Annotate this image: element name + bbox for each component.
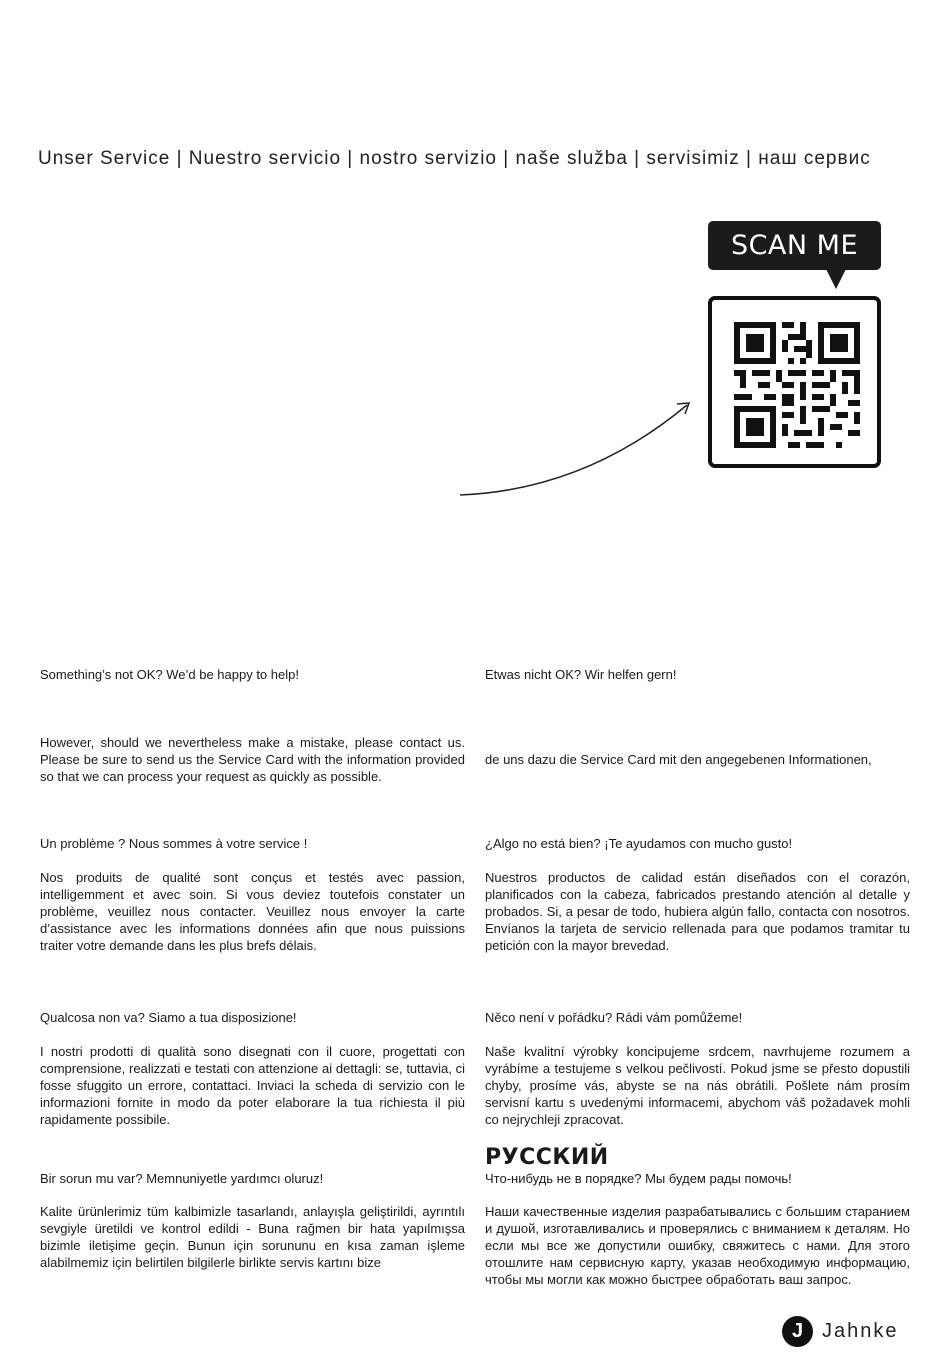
section-czech-body [485, 1043, 910, 1128]
section-body: Kalite ürünlerimiz tüm kalbimizle tasarlandı, anlayışla geliştirildi, ayrıntılı sevgiyle üretildi ve kontrol edildi - Buna rağmen bir hata yapılmışsa bizimle iletişime geçin. Bunun için sorununu en kısa zaman işleme alabilmemiz için belirtilen bilgilerle birlikte servis kartını bize [40, 1204, 465, 1270]
section-spanish [485, 835, 910, 852]
section-russian-title: РУССКИЙ [485, 1145, 609, 1170]
section-heading: Что-нибудь не в порядке? Мы будем рады помочь! [485, 1171, 792, 1186]
section-body: Nuestros productos de calidad están diseñados con el corazón, planificados con la cabeza, fabricados prestando atención al detalle y probados. Si, a pesar de todo, hubiera algún fallo, contacta con nosotros. Envíanos la tarjeta de servicio rellenada para que podamos tramitar tu petición con la mayor brevedad. [485, 870, 910, 953]
section-body: I nostri prodotti di qualità sono disegnati con il cuore, progettati con comprensione, realizzati e testati con attenzione ai dettagli: se, tuttavia, ci fosse sfuggito un errore, contattaci. Inviaci la scheda di servizio con le informazioni fornite in modo da poter elaborare la tua richiesta il più rapidamente possibile. [40, 1044, 465, 1127]
section-italian [40, 1009, 465, 1026]
section-german [485, 666, 910, 683]
speech-bubble-tail [826, 269, 846, 289]
section-french-body [40, 869, 465, 954]
qr-code-icon [734, 322, 860, 448]
section-heading: Etwas nicht OK? Wir helfen gern! [485, 667, 677, 682]
section-heading: Bir sorun mu var? Memnuniyetle yardımcı oluruz! [40, 1171, 324, 1186]
section-body: de uns dazu die Service Card mit den angegebenen Informationen, [485, 752, 872, 767]
section-english [40, 666, 465, 683]
section-body: Наши качественные изделия разрабатывались с большим старанием и душой, изготавливались и проверялись с вниманием к деталям. Но если мы все же допустили ошибку, свяжитесь с нами. Для этого отошлите нам сервисную карту, указав необходимую информацию, чтобы мы могли как можно быстрее обработать ваш запрос. [485, 1204, 910, 1287]
section-spanish-body [485, 869, 910, 954]
section-body: However, should we nevertheless make a mistake, please contact us. Please be sure to send us the Service Card with the information provided so that we can process your request as quickly as possible. [40, 735, 465, 784]
section-body: Naše kvalitní výrobky koncipujeme srdcem, navrhujeme rozumem a vyrábíme a testujeme s velkou pečlivostí. Pokud jsme se přesto dopustili chyby, prosíme vás, abyste se na nás obrátili. Pošlete nám prosím servisní kartu s uvedenými informacemi, abychom váš požadavek mohli co nejrychleji zpracovat. [485, 1044, 910, 1127]
section-turkish-body [40, 1203, 465, 1271]
section-heading: Un problème ? Nous sommes à votre service ! [40, 836, 308, 851]
section-russian-body [485, 1203, 910, 1288]
qr-code[interactable] [708, 296, 881, 468]
section-english-body [40, 734, 465, 785]
logo-text: Jahnke [822, 1320, 899, 1342]
arrow-icon [455, 395, 700, 505]
section-heading: Qualcosa non va? Siamo a tua disposizione! [40, 1010, 297, 1025]
section-heading: ¿Algo no está bien? ¡Te ayudamos con mucho gusto! [485, 836, 793, 851]
section-german-body [485, 751, 910, 768]
section-heading: Something’s not OK? We’d be happy to help! [40, 667, 299, 682]
section-heading: Něco není v pořádku? Rádi vám pomůžeme! [485, 1010, 743, 1025]
section-czech [485, 1009, 910, 1026]
section-body: Nos produits de qualité sont conçus et testés avec passion, intelligemment et avec soin. Si vous deviez toutefois constater un problème, veuillez nous contacter. Veuillez nous envoyer la carte d’assistance avec les informations données afin que nous puissions traiter votre demande dans les plus brefs délais. [40, 870, 465, 953]
brand-logo [782, 1316, 912, 1348]
scan-me-label: SCAN ME [708, 221, 881, 270]
section-italian-body [40, 1043, 465, 1128]
section-russian [485, 1170, 910, 1187]
section-turkish [40, 1170, 465, 1187]
page-title: Unser Service | Nuestro servicio | nostro servizio | naše služba | servisimiz | наш сервис [38, 148, 871, 169]
logo-mark: J [782, 1316, 813, 1347]
section-french [40, 835, 465, 852]
